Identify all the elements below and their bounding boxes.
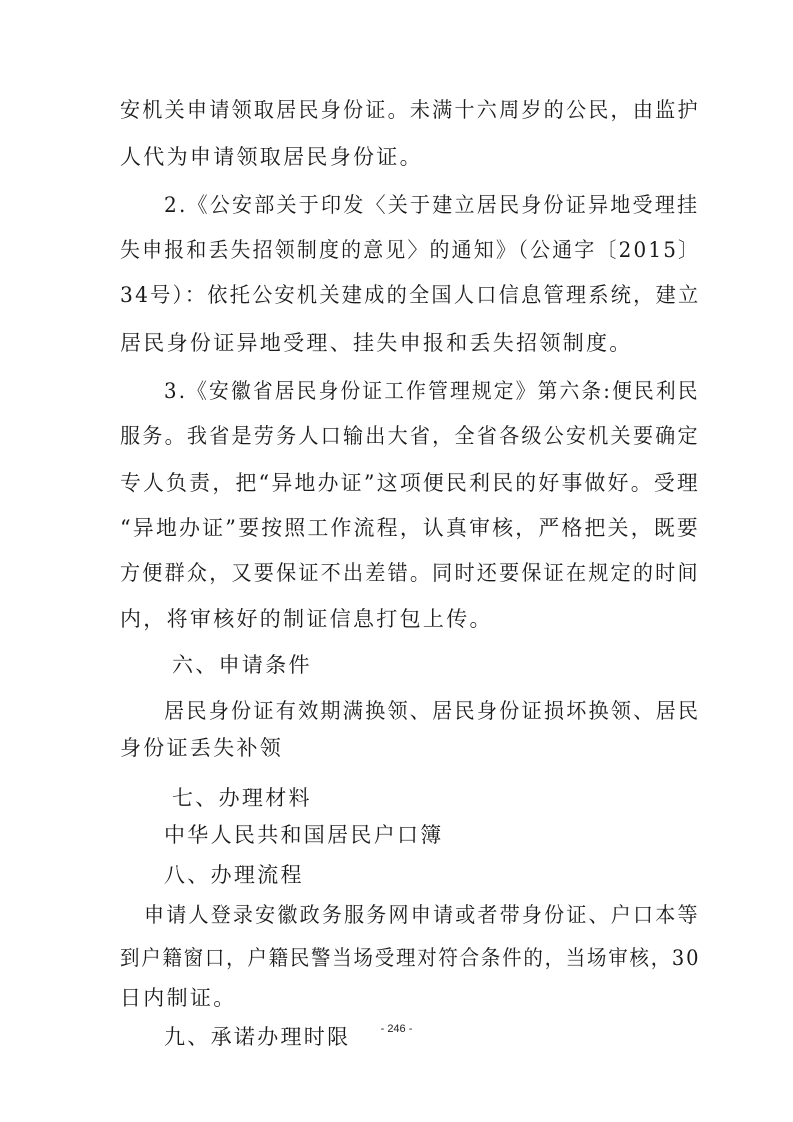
body-text-line: 人代为申请领取居民身份证。 (120, 145, 423, 169)
body-text-line: 3.《安徽省居民身份证工作管理规定》第六条:便民利民 (164, 379, 700, 403)
body-text-line: 失申报和丢失招领制度的意见〉的通知》（公通字〔2015〕 (120, 238, 701, 262)
body-text-line: 中华人民共和国居民户口簿 (164, 823, 444, 847)
body-text-line: 专人负责，把“异地办证”这项便民利民的好事做好。受理 (120, 471, 701, 495)
body-text-line: 居民身份证异地受理、挂失申报和丢失招领制度。 (120, 331, 633, 355)
section-heading: 六、申请条件 (172, 653, 312, 677)
body-text-line: 2.《公安部关于印发〈关于建立居民身份证异地受理挂 (164, 193, 700, 217)
body-text-line: 34号）：依托公安机关建成的全国人口信息管理系统，建立 (120, 283, 701, 307)
body-text-line: 申请人登录安徽政务服务网申请或者带身份证、户口本等 (144, 903, 700, 927)
body-text-line: 内，将审核好的制证信息打包上传。 (120, 607, 493, 631)
body-text-line: 到户籍窗口，户籍民警当场受理对符合条件的，当场审核，30 (120, 946, 701, 970)
body-text-line: 方便群众，又要保证不出差错。同时还要保证在规定的时间 (120, 561, 700, 585)
section-heading: 七、办理材料 (172, 786, 312, 810)
body-text-line: “异地办证”要按照工作流程，认真审核，严格把关，既要 (120, 516, 701, 540)
body-text-line: 身份证丢失补领 (120, 736, 284, 760)
page-number: - 246 - (380, 1023, 413, 1035)
body-text-line: 安机关申请领取居民身份证。未满十六周岁的公民，由监护 (120, 98, 700, 122)
body-text-line: 居民身份证有效期满换领、居民身份证损坏换领、居民 (164, 699, 701, 723)
body-text-line: 服务。我省是劳务人口输出大省，全省各级公安机关要确定 (120, 424, 700, 448)
body-text-line: 日内制证。 (120, 986, 237, 1010)
section-heading: 九、承诺办理时限 (164, 1025, 351, 1049)
section-heading: 八、办理流程 (164, 863, 304, 887)
